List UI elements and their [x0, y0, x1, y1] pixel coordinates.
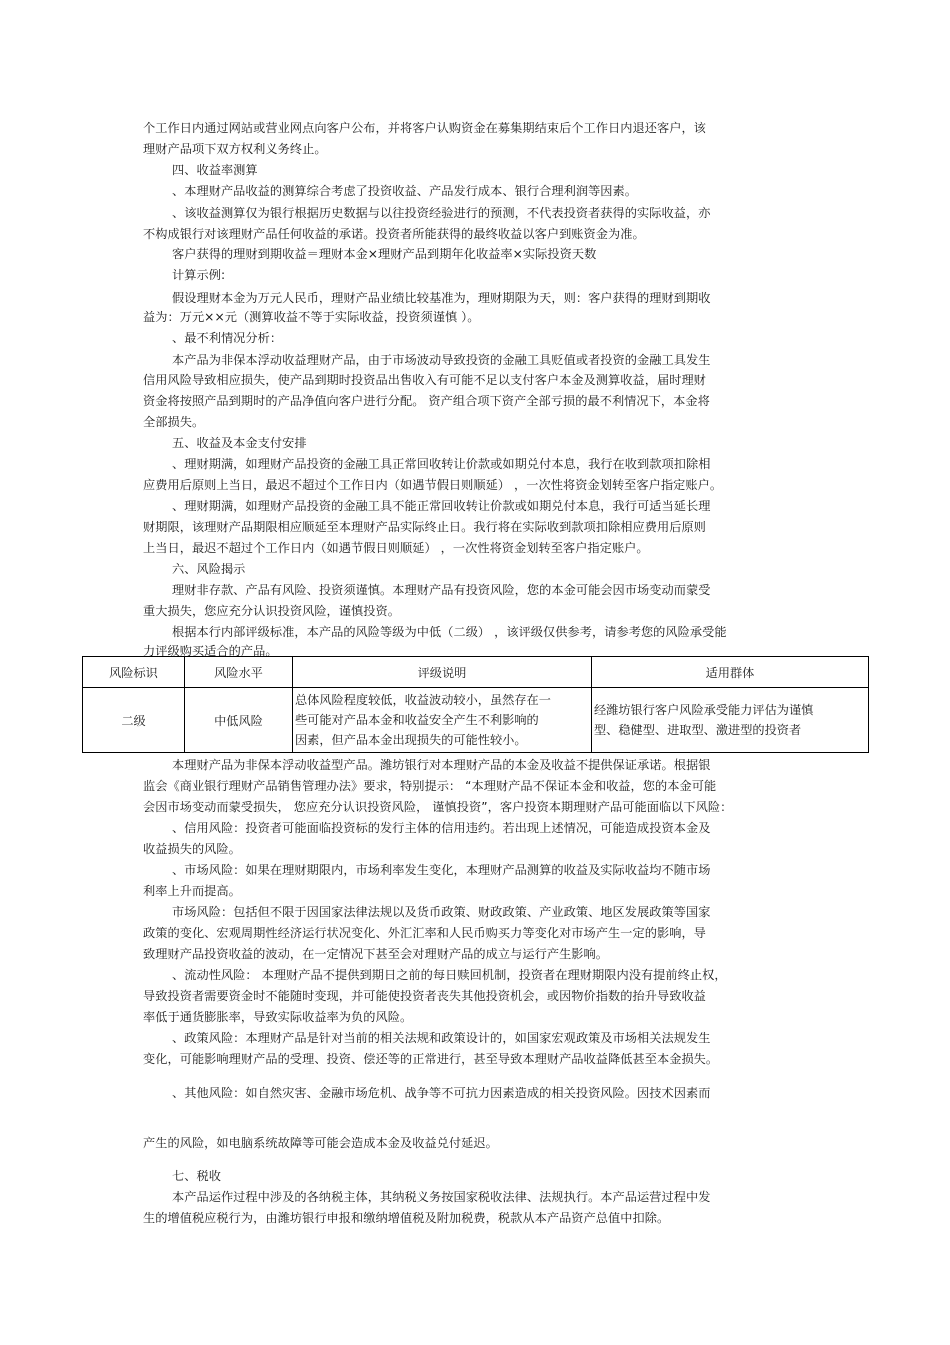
paragraph-line: 会因市场变动而蒙受损失， 您应充分认识投资风险， 谨慎投资”，客户投资本期理财产品可能面临以下风险：: [143, 800, 733, 814]
paragraph-line: 财期限，该理财产品期限相应顺延至本理财产品实际终止日。我行将在实际收到款项扣除相应费用后原则: [143, 520, 706, 534]
paragraph-line: 生的增值税应税行为，由潍坊银行申报和缴纳增值税及附加税费，税款从本产品资产总值中扣除。: [143, 1211, 670, 1225]
table-header-row: [83, 657, 869, 688]
description-line: 总体风险程度较低，收益波动较小，虽然存在一: [295, 693, 551, 707]
paragraph-line: 、最不利情况分析：: [172, 331, 283, 345]
paragraph-line: 、信用风险：投资者可能面临投资标的发行主体的信用违约。若出现上述情况，可能造成投资本金及: [172, 821, 711, 835]
paragraph-line: 收益损失的风险。: [143, 842, 241, 856]
investor-group-line: 型、稳健型、进取型、激进型的投资者: [594, 723, 802, 737]
paragraph-line: 政策的变化、宏观周期性经济运行状况变化、外汇汇率和人民币购买力等变化对市场产生一定的影响，导: [143, 926, 706, 940]
paragraph-line: 致理财产品投资收益的波动，在一定情况下甚至会对理财产品的成立与运行产生影响。: [143, 947, 609, 961]
paragraph-line: 上当日，最迟不超过个工作日内（如遇节假日则顺延） ，一次性将资金划转至客户指定账户。: [143, 541, 649, 555]
paragraph-line: 、政策风险：本理财产品是针对当前的相关法规和政策设计的，如国家宏观政策及市场相关法规发生: [172, 1031, 711, 1045]
formula-line: 客户获得的理财到期收益＝理财本金×理财产品到期年化收益率×实际投资天数: [172, 247, 597, 261]
paragraph-line: 、其他风险：如自然灾害、金融市场危机、战争等不可抗力因素造成的相关投资风险。因技术因素而: [172, 1086, 711, 1100]
paragraph-line: 市场风险：包括但不限于因国家法律法规以及货币政策、财政政策、产业政策、地区发展政策等国家: [172, 905, 711, 919]
section-heading: 六、风险揭示: [172, 562, 246, 576]
description-line: 些可能对产品本金和收益安全产生不利影响的: [295, 713, 539, 727]
paragraph-line: 率低于通货膨胀率，导致实际收益率为负的风险。: [143, 1010, 413, 1024]
investor-group-line: 经潍坊银行客户风险承受能力评估为谨慎: [594, 703, 814, 717]
paragraph-line: 利率上升而提高。: [143, 884, 241, 898]
column-header-risk-level: 风险水平: [185, 657, 293, 688]
paragraph-line: 计算示例:: [172, 268, 226, 282]
paragraph-line: 力评级购买适合的产品。: [143, 644, 278, 658]
paragraph-line: 产生的风险，如电脑系统故障等可能会造成本金及收益兑付延迟。: [143, 1136, 498, 1150]
cell-risk-level: 中低风险: [185, 688, 293, 753]
paragraph-line: 、理财期满，如理财产品投资的金融工具正常回收转让价款或如期兑付本息，我行在收到款项扣除相: [172, 457, 711, 471]
description-line: 因素，但产品本金出现损失的可能性较小。: [295, 733, 527, 747]
paragraph-line: 本产品为非保本浮动收益理财产品，由于市场波动导致投资的金融工具贬值或者投资的金融工具发生: [172, 353, 711, 367]
paragraph-line: 信用风险导致相应损失，使产品到期时投资品出售收入有可能不足以支付客户本金及测算收益，届时理财: [143, 373, 706, 387]
section-heading: 七、税收: [172, 1169, 221, 1183]
paragraph-line: 、本理财产品收益的测算综合考虑了投资收益、产品发行成本、银行合理利润等因素。: [172, 184, 638, 198]
paragraph-line: 根据本行内部评级标准，本产品的风险等级为中低（二级） ，该评级仅供参考，请参考您的风险承受能: [172, 625, 727, 639]
paragraph-line: 应费用后原则上当日，最迟不超过个工作日内（如遇节假日则顺延） ，一次性将资金划转至客户指定账户。: [143, 478, 723, 492]
column-header-target-investors: 适用群体: [592, 657, 869, 688]
cell-target-investors: [592, 688, 869, 753]
column-header-risk-id: 风险标识: [83, 657, 185, 688]
paragraph-line: 益为：万元××元（测算收益不等于实际收益，投资须谨慎 ）。: [143, 310, 480, 324]
paragraph-line: 、理财期满，如理财产品投资的金融工具不能正常回收转让价款或如期兑付本息，我行可适当延长理: [172, 499, 711, 513]
paragraph-line: 、流动性风险： 本理财产品不提供到期日之前的每日赎回机制，投资者在理财期限内没有提前终止权，: [172, 968, 727, 982]
section-heading: 五、收益及本金支付安排: [172, 436, 307, 450]
cell-rating-description: [293, 688, 592, 753]
paragraph-line: 、该收益测算仅为银行根据历史数据与以往投资经验进行的预测，不代表投资者获得的实际收益，亦: [172, 206, 711, 220]
table-row: [83, 688, 869, 753]
paragraph-line: 监会《商业银行理财产品销售管理办法》要求，特别提示： “本理财产品不保证本金和收益，您的本金可能: [143, 779, 717, 793]
risk-rating-table: [82, 656, 869, 753]
paragraph-line: 本理财产品为非保本浮动收益型产品。潍坊银行对本理财产品的本金及收益不提供保证承诺。根据银: [172, 758, 711, 772]
paragraph-line: 、市场风险：如果在理财期限内，市场利率发生变化，本理财产品测算的收益及实际收益均不随市场: [172, 863, 711, 877]
paragraph-line: 理财产品项下双方权利义务终止。: [143, 142, 327, 156]
cell-risk-id: 二级: [83, 688, 185, 753]
paragraph-line: 个工作日内通过网站或营业网点向客户公布，并将客户认购资金在募集期结束后个工作日内退还客户，该: [143, 121, 706, 135]
paragraph-line: 重大损失，您应充分认识投资风险，谨慎投资。: [143, 604, 400, 618]
paragraph-line: 本产品运作过程中涉及的各纳税主体，其纳税义务按国家税收法律、法规执行。本产品运营过程中发: [172, 1190, 711, 1204]
paragraph-line: 导致投资者需要资金时不能随时变现，并可能使投资者丧失其他投资机会，或因物价指数的抬升导致收益: [143, 989, 706, 1003]
paragraph-line: 资金将按照产品到期时的产品净值向客户进行分配。 资产组合项下资产全部亏损的最不利情况下，本金将: [143, 394, 710, 408]
section-heading: 四、收益率测算: [172, 163, 258, 177]
column-header-rating-description: 评级说明: [293, 657, 592, 688]
paragraph-line: 全部损失。: [143, 415, 205, 429]
paragraph-line: 变化，可能影响理财产品的受理、投资、偿还等的正常进行，甚至导致本理财产品收益降低甚至本金损失。: [143, 1052, 719, 1066]
paragraph-line: 理财非存款、产品有风险、投资须谨慎。本理财产品有投资风险，您的本金可能会因市场变动而蒙受: [172, 583, 711, 597]
paragraph-line: 假设理财本金为万元人民币，理财产品业绩比较基准为，理财期限为天，则：客户获得的理财到期收: [172, 291, 711, 305]
paragraph-line: 不构成银行对该理财产品任何收益的承诺。投资者所能获得的最终收益以客户到账资金为准。: [143, 227, 645, 241]
